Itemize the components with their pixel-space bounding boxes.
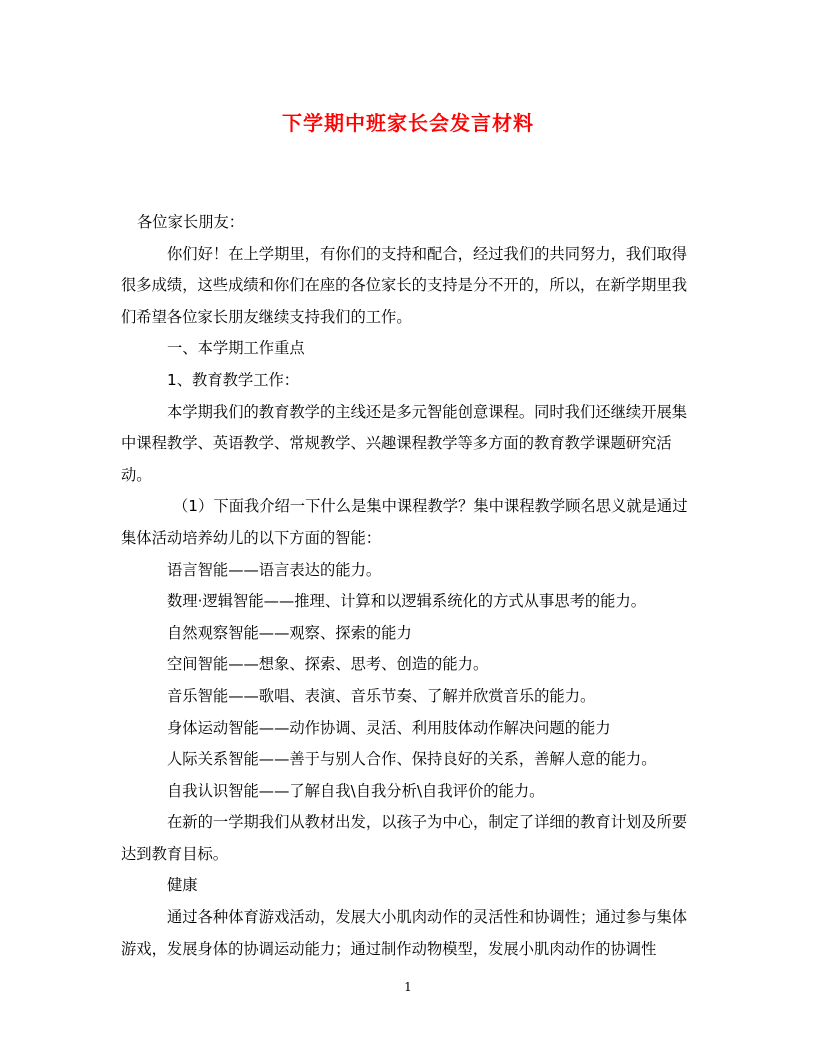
body-paragraph: （1）下面我介绍一下什么是集中课程教学？集中课程教学顾名思义就是通过集体活动培养幼儿的以下方面的智能： [121, 497, 688, 547]
page-title: 下学期中班家长会发言材料 [282, 111, 534, 135]
greeting-paragraph: 各位家长朋友： [137, 213, 245, 231]
intelligence-list-item: 音乐智能——歌唱、表演、音乐节奏、了解并欣赏音乐的能力。 [167, 686, 596, 705]
section-heading: 一、本学期工作重点 [167, 339, 305, 358]
intelligence-list-item: 身体运动智能——动作协调、灵活、利用肢体动作解决问题的能力 [167, 718, 611, 737]
intelligence-list-item: 语言智能——语言表达的能力。 [167, 560, 382, 579]
intelligence-list-item: 人际关系智能——善于与别人合作、保持良好的关系，善解人意的能力。 [167, 750, 657, 769]
intelligence-list-item: 自然观察智能——观察、探索的能力 [167, 623, 412, 642]
intelligence-list-item: 自我认识智能——了解自我\自我分析\自我评价的能力。 [167, 781, 545, 800]
subsection-heading: 健康 [167, 876, 198, 895]
page-number: 1 [404, 980, 412, 994]
document-body [121, 207, 698, 965]
subsection-heading: 1、教育教学工作： [167, 370, 300, 389]
body-paragraph: 本学期我们的教育教学的主线还是多元智能创意课程。同时我们还继续开展集中课程教学、英语教学、常规教学、兴趣课程教学等多方面的教育教学课题研究活动。 [121, 402, 688, 484]
body-paragraph: 在新的一学期我们从教材出发，以孩子为中心，制定了详细的教育计划及所要达到教育目标。 [121, 813, 688, 863]
body-paragraph: 通过各种体育游戏活动，发展大小肌肉动作的灵活性和协调性；通过参与集体游戏，发展身体的协调运动能力；通过制作动物模型，发展小肌肉动作的协调性 [121, 908, 688, 958]
intelligence-list-item: 空间智能——想象、探索、思考、创造的能力。 [167, 655, 489, 674]
intro-paragraph: 你们好！在上学期里，有你们的支持和配合，经过我们的共同努力，我们取得很多成绩，这些成绩和你们在座的各位家长的支持是分不开的，所以，在新学期里我们希望各位家长朋友继续支持我们的工作。 [121, 244, 688, 326]
intelligence-list-item: 数理·逻辑智能——推理、计算和以逻辑系统化的方式从事思考的能力。 [167, 592, 647, 611]
